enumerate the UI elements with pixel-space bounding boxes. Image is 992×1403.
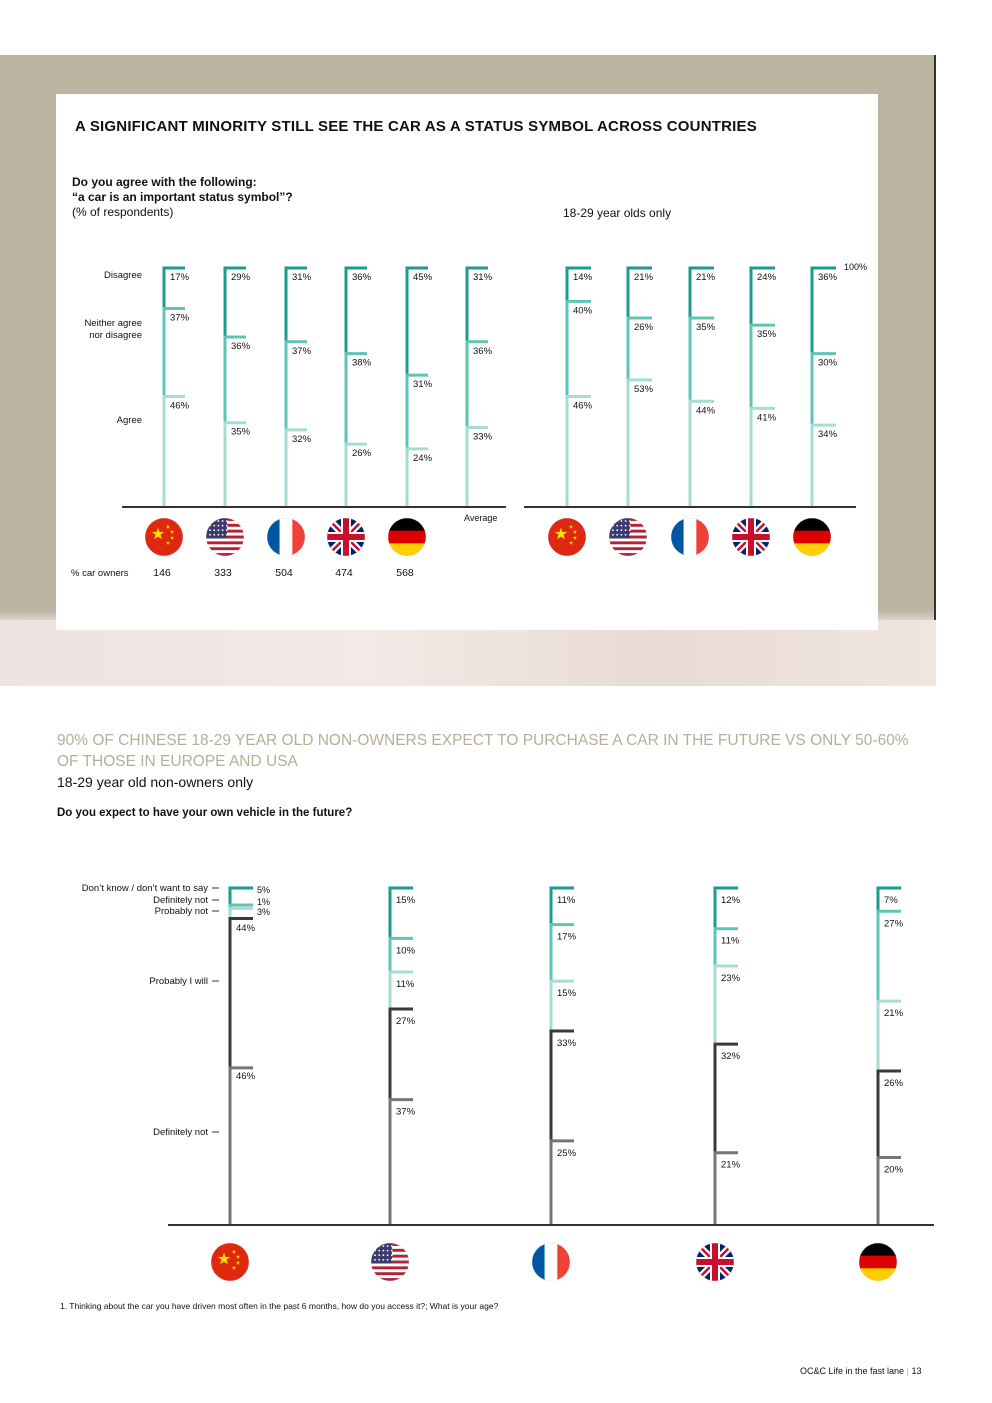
footnote: 1. Thinking about the car you have driven most often in the past 6 months, how do you access it?; What is your age? (60, 1301, 499, 1311)
data-label: 32% (292, 433, 312, 445)
segment-label-neither: Neither agree (84, 318, 142, 329)
flag-star (222, 520, 224, 522)
data-label: 26% (884, 1077, 904, 1089)
germany-flag-icon (859, 1243, 897, 1281)
data-label: 21% (634, 272, 654, 283)
flag-stripe (371, 1263, 409, 1266)
data-label: 27% (884, 918, 904, 930)
france-flag-icon (671, 518, 709, 556)
flag-star (625, 534, 627, 536)
usa-flag-icon (206, 518, 244, 556)
china-flag-icon (211, 1243, 249, 1281)
data-label: 25% (557, 1147, 577, 1159)
data-label: 32% (721, 1051, 741, 1063)
flag-star (209, 529, 211, 531)
car-owners-value: 474 (335, 567, 353, 579)
flag-star (374, 1245, 376, 1247)
data-label: 44% (696, 405, 716, 417)
flag-stripe (793, 518, 831, 531)
data-label: 29% (231, 272, 251, 283)
chart1-title: A SIGNIFICANT MINORITY STILL SEE THE CAR AS A STATUS SYMBOL ACROSS COUNTRIES (75, 118, 757, 135)
data-label: 12% (721, 895, 741, 906)
data-label: 33% (473, 431, 493, 443)
flag-stripe (609, 541, 647, 544)
flag-stripe (859, 1256, 897, 1269)
data-label: 10% (396, 945, 416, 957)
flag-star (629, 520, 631, 522)
data-label: 37% (170, 312, 190, 324)
flag-star (226, 525, 228, 527)
car-owners-value: 146 (153, 567, 171, 579)
data-label: 21% (884, 1008, 904, 1020)
data-label: 17% (170, 272, 190, 283)
data-label: 33% (557, 1038, 577, 1050)
flag-stripe (388, 518, 426, 531)
flag-star (629, 525, 631, 527)
flag-stripe (684, 518, 697, 556)
data-label: 45% (413, 272, 433, 283)
uk-flag-icon (327, 518, 365, 556)
data-label: 26% (634, 321, 654, 333)
data-label: 5% (257, 885, 271, 895)
segment-label: Definitely not (153, 1127, 208, 1138)
segment-label-agree: Agree (116, 415, 142, 426)
china-flag-icon (548, 518, 586, 556)
flag-star (612, 529, 614, 531)
data-label: 17% (557, 931, 577, 943)
flag-star (218, 520, 220, 522)
flag-stripe (280, 518, 293, 556)
flag-star (621, 520, 623, 522)
germany-flag-icon (388, 518, 426, 556)
flag-star (378, 1259, 380, 1261)
flag-star (616, 534, 618, 536)
flag-star (383, 1254, 385, 1256)
flag-canton (206, 518, 227, 538)
flag-stripe (206, 547, 244, 550)
data-label: 34% (818, 429, 838, 441)
footer-page-number: 13 (911, 1366, 922, 1376)
flag-star (222, 529, 224, 531)
average-label: Average (464, 513, 498, 523)
data-label: 20% (884, 1164, 904, 1176)
data-label: 27% (396, 1015, 416, 1027)
flag-stripe (671, 518, 684, 556)
flag-star (213, 525, 215, 527)
flag-stripe (859, 1268, 897, 1281)
flag-stripe (545, 1243, 558, 1281)
flag-stripe (371, 1272, 409, 1275)
flag-stripe (206, 550, 244, 553)
flag-stripe (609, 538, 647, 541)
data-label: 15% (396, 895, 416, 906)
flag-star (391, 1250, 393, 1252)
chart1-question-line1: Do you agree with the following: (72, 175, 257, 189)
car-owners-value: 504 (275, 567, 293, 579)
flag-canton (609, 518, 630, 538)
data-label: 11% (396, 979, 415, 990)
flag-stripe (206, 541, 244, 544)
data-label: 15% (557, 988, 577, 1000)
data-label: 21% (721, 1159, 741, 1171)
flag-stripe (267, 518, 280, 556)
chart2-title: 18-29 year olds only (563, 206, 672, 220)
data-label: 24% (757, 272, 777, 283)
flag-star (209, 534, 211, 536)
flag-star (374, 1259, 376, 1261)
segment-label: Don’t know / don’t want to say (81, 883, 208, 894)
data-label: 38% (352, 357, 372, 369)
flag-star (391, 1245, 393, 1247)
data-label: 36% (352, 272, 372, 283)
usa-flag-icon (371, 1243, 409, 1281)
flag-cross-red (696, 1259, 734, 1265)
segment-label-neither: nor disagree (89, 330, 142, 341)
flag-stripe (609, 544, 647, 547)
flag-star (391, 1259, 393, 1261)
page-footer (800, 1366, 921, 1376)
flag-star (616, 529, 618, 531)
flag-star (374, 1254, 376, 1256)
flag-star (625, 525, 627, 527)
flag-stripe (609, 550, 647, 553)
flag-stripe (206, 538, 244, 541)
flag-canton (371, 1243, 392, 1263)
data-label: 31% (292, 272, 312, 283)
data-label: 11% (721, 935, 740, 947)
flag-star (213, 529, 215, 531)
data-label: 3% (257, 907, 271, 917)
flag-stripe (557, 1243, 570, 1281)
flag-stripe (388, 543, 426, 556)
flag-stripe (371, 1266, 409, 1269)
flag-stripe (793, 543, 831, 556)
flag-star (383, 1245, 385, 1247)
data-label: 46% (170, 400, 190, 412)
car-owners-label: % car owners (71, 568, 129, 579)
usa-flag-icon (609, 518, 647, 556)
flag-star (213, 534, 215, 536)
chart3-question: Do you expect to have your own vehicle in the future? (57, 807, 353, 819)
chart1-subtitle: (% of respondents) (72, 205, 174, 219)
flag-stripe (696, 518, 709, 556)
car-owners-value: 568 (396, 567, 414, 579)
chart3-subtitle: 18-29 year old non-owners only (57, 774, 254, 790)
flag-stripe (292, 518, 305, 556)
flag-stripe (532, 1243, 545, 1281)
flag-stripe (371, 1269, 409, 1272)
flag-star (621, 534, 623, 536)
flag-star (378, 1254, 380, 1256)
flag-star (621, 525, 623, 527)
flag-star (218, 525, 220, 527)
data-label: 46% (236, 1071, 256, 1082)
flag-star (612, 520, 614, 522)
flag-star (218, 529, 220, 531)
segment-label: Probably I will (149, 976, 208, 987)
data-label: 1% (257, 897, 271, 907)
flag-star (378, 1250, 380, 1252)
flag-star (387, 1259, 389, 1261)
flag-cross-red (327, 534, 365, 540)
flag-star (209, 520, 211, 522)
flag-cross-red (732, 534, 770, 540)
flag-star (226, 520, 228, 522)
data-label: 31% (473, 272, 493, 283)
data-label: 35% (696, 321, 716, 333)
flag-stripe (609, 547, 647, 550)
data-label: 21% (696, 272, 716, 283)
flag-star (226, 534, 228, 536)
segment-label: Probably not (154, 906, 208, 917)
chart3-title: 90% OF CHINESE 18-29 YEAR OLD NON-OWNERS EXPECT TO PURCHASE A CAR IN THE FUTURE VS ONLY 50-60% OF THOSE IN EUROPE AND USA (57, 732, 909, 770)
flag-star (383, 1259, 385, 1261)
uk-flag-icon (696, 1243, 734, 1281)
data-label: 31% (413, 379, 433, 391)
data-label: 46% (573, 400, 593, 412)
flag-star (387, 1250, 389, 1252)
flag-star (387, 1245, 389, 1247)
flag-star (629, 529, 631, 531)
flag-stripe (371, 1275, 409, 1278)
data-label: 53% (634, 383, 654, 395)
flag-star (621, 529, 623, 531)
china-flag-icon (145, 518, 183, 556)
flag-star (222, 534, 224, 536)
flag-stripe (388, 531, 426, 544)
segment-label: Definitely not (153, 895, 208, 906)
uk-flag-icon (732, 518, 770, 556)
segment-label-disagree: Disagree (103, 270, 142, 281)
data-label: 44% (236, 923, 256, 934)
flag-stripe (859, 1243, 897, 1256)
data-label: 36% (231, 341, 251, 353)
flag-stripe (793, 531, 831, 544)
flag-star (629, 534, 631, 536)
flag-star (387, 1254, 389, 1256)
flag-star (226, 529, 228, 531)
footer-separator: | (906, 1366, 909, 1376)
data-label: 37% (396, 1106, 416, 1118)
chart1-question-line2: “a car is an important status symbol”? (72, 190, 293, 204)
france-flag-icon (267, 518, 305, 556)
germany-flag-icon (793, 518, 831, 556)
flag-stripe (206, 544, 244, 547)
data-label: 35% (231, 426, 251, 438)
max-label: 100% (844, 262, 868, 272)
car-owners-value: 333 (214, 567, 232, 579)
flag-star (218, 534, 220, 536)
data-label: 40% (573, 305, 593, 317)
footer-brand: OC&C Life in the fast lane (800, 1366, 905, 1376)
data-label: 26% (352, 448, 372, 460)
data-label: 37% (292, 345, 312, 357)
flag-star (625, 529, 627, 531)
flag-star (391, 1254, 393, 1256)
flag-star (383, 1250, 385, 1252)
flag-star (222, 525, 224, 527)
data-label: 11% (557, 895, 576, 906)
data-label: 14% (573, 272, 593, 283)
data-label: 35% (757, 329, 777, 341)
data-label: 30% (818, 357, 838, 369)
data-label: 23% (721, 973, 741, 985)
data-label: 41% (757, 412, 777, 424)
flag-star (616, 525, 618, 527)
flag-star (625, 520, 627, 522)
france-flag-icon (532, 1243, 570, 1281)
data-label: 36% (818, 272, 838, 283)
flag-star (612, 534, 614, 536)
data-label: 7% (884, 895, 898, 906)
data-label: 36% (473, 345, 493, 357)
data-label: 24% (413, 452, 433, 464)
